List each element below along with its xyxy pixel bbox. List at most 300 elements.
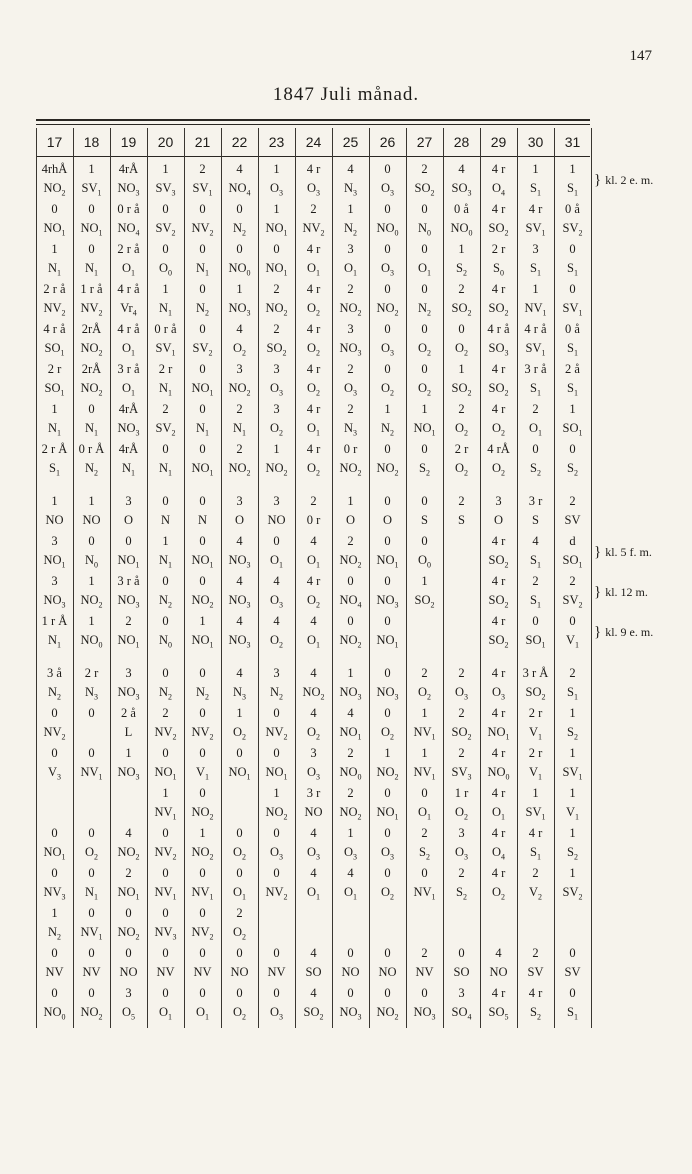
wind-direction: $O_3$ bbox=[491, 685, 506, 702]
table-cell bbox=[295, 864, 332, 904]
cloud-value: 1 bbox=[569, 786, 576, 800]
wind-direction: $V_1$ bbox=[195, 765, 210, 782]
cloud-value: 4 r bbox=[491, 786, 506, 800]
cloud-value: 3 bbox=[236, 362, 243, 376]
wind-direction: $N_1$ bbox=[195, 261, 210, 278]
table-cell bbox=[258, 400, 295, 440]
cloud-value: 0 bbox=[384, 442, 391, 456]
table-cell bbox=[480, 744, 517, 784]
wind-direction: $NO_0$ bbox=[450, 221, 473, 238]
cloud-value: 0 bbox=[569, 986, 576, 1000]
cloud-value: 4 r bbox=[491, 666, 506, 680]
table-cell bbox=[184, 492, 221, 532]
cloud-value: 0 bbox=[347, 986, 354, 1000]
cloud-value: 0 bbox=[51, 866, 58, 880]
wind-direction: $O_2$ bbox=[269, 633, 284, 650]
wind-direction: $NO_1$ bbox=[376, 633, 399, 650]
table-cell bbox=[443, 864, 480, 904]
wind-direction: $S_1$ bbox=[530, 593, 541, 610]
table-cell bbox=[517, 984, 554, 1024]
cloud-value: 2 bbox=[347, 786, 354, 800]
wind-direction: $NO_1$ bbox=[265, 765, 288, 782]
cloud-value: 0 bbox=[569, 242, 576, 256]
wind-direction: $SV_2$ bbox=[155, 421, 176, 438]
cloud-value: 3 bbox=[125, 986, 132, 1000]
table-cell bbox=[332, 320, 369, 360]
cloud-value: 4 r bbox=[528, 202, 543, 216]
wind-direction: $SO_4$ bbox=[451, 1005, 472, 1022]
wind-direction: $O_2$ bbox=[232, 845, 247, 862]
cloud-value: 0 bbox=[162, 946, 169, 960]
cloud-value: 2 bbox=[532, 946, 539, 960]
cloud-value: 4 rÅ bbox=[487, 442, 510, 456]
wind-direction: $NO_3$ bbox=[339, 1005, 362, 1022]
wind-direction: $NV_1$ bbox=[80, 925, 103, 942]
table-cell bbox=[369, 984, 406, 1024]
table-cell bbox=[36, 320, 73, 360]
cloud-value: 4 r å bbox=[117, 322, 140, 336]
wind-direction: $O_2$ bbox=[84, 845, 99, 862]
table-cell bbox=[332, 612, 369, 652]
wind-direction: $S_2$ bbox=[530, 1005, 541, 1022]
cloud-value: 2 bbox=[421, 162, 428, 176]
cloud-value: 1 bbox=[569, 706, 576, 720]
table-cell bbox=[36, 612, 73, 652]
cloud-value: 0 r å bbox=[154, 322, 177, 336]
wind-direction: NO bbox=[230, 965, 249, 979]
table-cell bbox=[443, 944, 480, 984]
wind-direction: $O_2$ bbox=[454, 461, 469, 478]
table-cell bbox=[517, 944, 554, 984]
column-rule bbox=[480, 128, 481, 1028]
table-cell bbox=[221, 492, 258, 532]
table-cell bbox=[295, 612, 332, 652]
cloud-value: 0 bbox=[88, 826, 95, 840]
wind-direction: $NO_2$ bbox=[43, 181, 66, 198]
table-cell bbox=[369, 572, 406, 612]
wind-direction: $SO_1$ bbox=[44, 381, 65, 398]
wind-direction: $N_1$ bbox=[158, 301, 173, 318]
table-cell bbox=[73, 904, 110, 944]
wind-direction: $N_3$ bbox=[343, 181, 358, 198]
cloud-value: 0 bbox=[199, 574, 206, 588]
wind-direction: $N_1$ bbox=[84, 421, 99, 438]
wind-direction: $N_2$ bbox=[195, 685, 210, 702]
table-cell bbox=[406, 320, 443, 360]
cloud-value: 1 bbox=[421, 706, 428, 720]
wind-direction: $O_3$ bbox=[343, 381, 358, 398]
cloud-value: 0 bbox=[273, 746, 280, 760]
table-cell bbox=[517, 160, 554, 200]
cloud-value: 1 bbox=[569, 866, 576, 880]
table-cell bbox=[406, 864, 443, 904]
cloud-value: 4 bbox=[236, 322, 243, 336]
cloud-value: 0 bbox=[199, 202, 206, 216]
table-cell bbox=[406, 400, 443, 440]
time-note-label: kl. 2 e. m. bbox=[605, 173, 654, 187]
cloud-value: 0 bbox=[421, 986, 428, 1000]
cloud-value: 0 bbox=[421, 362, 428, 376]
table-cell bbox=[517, 864, 554, 904]
wind-direction: $NO_3$ bbox=[228, 301, 251, 318]
table-cell bbox=[332, 984, 369, 1024]
column-rule bbox=[73, 128, 74, 1028]
table-cell bbox=[295, 532, 332, 572]
wind-direction: $V_1$ bbox=[528, 725, 543, 742]
table-cell bbox=[147, 864, 184, 904]
table-cell bbox=[517, 360, 554, 400]
wind-direction: $NO_0$ bbox=[487, 765, 510, 782]
table-cell bbox=[110, 200, 147, 240]
table-cell bbox=[480, 280, 517, 320]
wind-direction: $N_2$ bbox=[343, 221, 358, 238]
table-cell bbox=[369, 784, 406, 824]
wind-direction: $N_3$ bbox=[232, 685, 247, 702]
wind-direction: $NV_2$ bbox=[191, 925, 214, 942]
cloud-value: 2 bbox=[458, 494, 465, 508]
table-cell bbox=[36, 864, 73, 904]
wind-direction: $NV_2$ bbox=[191, 221, 214, 238]
cloud-value: 0 bbox=[458, 322, 465, 336]
table-cell bbox=[258, 944, 295, 984]
table-cell bbox=[369, 664, 406, 704]
wind-direction: $NO_1$ bbox=[43, 845, 66, 862]
table-cell bbox=[332, 572, 369, 612]
wind-direction: N bbox=[160, 513, 171, 527]
cloud-value: 0 bbox=[347, 574, 354, 588]
table-cell bbox=[406, 200, 443, 240]
cloud-value: 1 bbox=[273, 202, 280, 216]
table-cell bbox=[110, 984, 147, 1024]
wind-direction: $O_2$ bbox=[232, 1005, 247, 1022]
wind-direction: $O_1$ bbox=[195, 1005, 210, 1022]
time-note bbox=[594, 172, 653, 189]
cloud-value: 3 bbox=[347, 322, 354, 336]
cloud-value: 4 bbox=[310, 986, 317, 1000]
cloud-value: 3 å bbox=[47, 666, 62, 680]
cloud-value: 2 bbox=[532, 866, 539, 880]
wind-direction: $NO_1$ bbox=[117, 553, 140, 570]
wind-direction: L bbox=[124, 725, 133, 739]
wind-direction: $S_2$ bbox=[530, 461, 541, 478]
table-cell bbox=[221, 704, 258, 744]
wind-direction: $SO_3$ bbox=[451, 181, 472, 198]
cloud-value: 0 bbox=[384, 986, 391, 1000]
wind-direction: $NO_0$ bbox=[339, 765, 362, 782]
table-cell bbox=[443, 904, 480, 944]
wind-direction: $NO_2$ bbox=[339, 301, 362, 318]
cloud-value: 0 bbox=[532, 442, 539, 456]
cloud-value: 0 bbox=[162, 574, 169, 588]
table-cell bbox=[258, 704, 295, 744]
wind-direction: O bbox=[345, 513, 356, 527]
wind-direction: $NO_2$ bbox=[339, 553, 362, 570]
wind-direction: $NO_2$ bbox=[339, 633, 362, 650]
cloud-value: 0 bbox=[384, 534, 391, 548]
table-cell bbox=[517, 572, 554, 612]
table-cell bbox=[369, 864, 406, 904]
column-header: 28 bbox=[453, 134, 470, 150]
wind-direction: $O_1$ bbox=[158, 1005, 173, 1022]
cloud-value: 0 bbox=[88, 202, 95, 216]
brace-icon: } bbox=[594, 172, 602, 188]
wind-direction: $N_1$ bbox=[232, 421, 247, 438]
wind-direction: $NO_3$ bbox=[376, 685, 399, 702]
cloud-value: 0 bbox=[162, 866, 169, 880]
cloud-value: 0 bbox=[569, 614, 576, 628]
wind-direction: $O_3$ bbox=[380, 845, 395, 862]
table-cell bbox=[184, 440, 221, 480]
table-cell bbox=[258, 572, 295, 612]
table-cell bbox=[480, 864, 517, 904]
wind-direction: SO bbox=[305, 965, 322, 979]
table-cell bbox=[73, 704, 110, 744]
wind-direction: $S_1$ bbox=[530, 845, 541, 862]
wind-direction: $SV_2$ bbox=[562, 885, 583, 902]
wind-direction: $V_2$ bbox=[528, 885, 543, 902]
table-cell bbox=[221, 864, 258, 904]
table-cell bbox=[406, 280, 443, 320]
page-title: 1847 Juli månad. bbox=[272, 84, 420, 105]
table-cell bbox=[258, 532, 295, 572]
table-cell bbox=[36, 532, 73, 572]
table-row bbox=[36, 784, 590, 824]
table-cell bbox=[517, 532, 554, 572]
cloud-value: 3 bbox=[458, 826, 465, 840]
cloud-value: 4 bbox=[310, 666, 317, 680]
cloud-value: 4 r bbox=[306, 574, 321, 588]
column-header: 22 bbox=[231, 134, 248, 150]
table-cell bbox=[147, 744, 184, 784]
cloud-value: 0 bbox=[199, 986, 206, 1000]
cloud-value: 4 r bbox=[306, 242, 321, 256]
table-cell bbox=[184, 200, 221, 240]
table-cell bbox=[184, 400, 221, 440]
table-cell bbox=[221, 904, 258, 944]
cloud-value: 4 r bbox=[491, 402, 506, 416]
table-cell bbox=[369, 744, 406, 784]
cloud-value: 4 r bbox=[306, 162, 321, 176]
cloud-value: 2 bbox=[273, 322, 280, 336]
cloud-value: 2 r bbox=[491, 242, 506, 256]
cloud-value: 0 bbox=[88, 242, 95, 256]
wind-direction: $SO_2$ bbox=[488, 553, 509, 570]
wind-direction: $NO_1$ bbox=[43, 553, 66, 570]
table-cell bbox=[258, 440, 295, 480]
column-header: 23 bbox=[268, 134, 285, 150]
cloud-value: 0 bbox=[162, 666, 169, 680]
table-cell bbox=[184, 320, 221, 360]
table-cell bbox=[73, 864, 110, 904]
wind-direction: N bbox=[197, 513, 208, 527]
wind-direction: $N_0$ bbox=[158, 633, 173, 650]
cloud-value: 0 bbox=[384, 494, 391, 508]
wind-direction: $O_3$ bbox=[269, 593, 284, 610]
wind-direction: $NO_2$ bbox=[376, 301, 399, 318]
table-cell bbox=[554, 280, 591, 320]
table-cell bbox=[406, 904, 443, 944]
cloud-value: 3 bbox=[51, 534, 58, 548]
cloud-value: 4 r bbox=[491, 162, 506, 176]
cloud-value: 0 bbox=[162, 746, 169, 760]
wind-direction: $N_1$ bbox=[47, 261, 62, 278]
cloud-value: 2 bbox=[458, 402, 465, 416]
cloud-value: 2 r bbox=[528, 706, 543, 720]
wind-direction: $N_2$ bbox=[232, 221, 247, 238]
wind-direction: $NO_2$ bbox=[302, 685, 325, 702]
table-cell bbox=[554, 784, 591, 824]
cloud-value: 4 bbox=[532, 534, 539, 548]
cloud-value: 0 bbox=[236, 202, 243, 216]
table-cell bbox=[369, 360, 406, 400]
cloud-value: 1 bbox=[569, 746, 576, 760]
table-cell bbox=[332, 864, 369, 904]
table-cell bbox=[184, 572, 221, 612]
wind-direction: $O_3$ bbox=[269, 845, 284, 862]
wind-direction: $S_1$ bbox=[530, 181, 541, 198]
wind-direction: $SV_3$ bbox=[451, 765, 472, 782]
wind-direction: $NO_3$ bbox=[117, 181, 140, 198]
table-cell bbox=[258, 744, 295, 784]
table-cell bbox=[443, 664, 480, 704]
table-cell bbox=[295, 160, 332, 200]
wind-direction: $N_1$ bbox=[158, 461, 173, 478]
wind-direction: $NO_2$ bbox=[265, 301, 288, 318]
cloud-value: 0 bbox=[273, 242, 280, 256]
cloud-value: 0 bbox=[421, 242, 428, 256]
cloud-value: 0 bbox=[384, 322, 391, 336]
table-cell bbox=[332, 664, 369, 704]
cloud-value: 0 bbox=[199, 946, 206, 960]
cloud-value: 1 r Å bbox=[41, 614, 68, 628]
wind-direction: O bbox=[234, 513, 245, 527]
cloud-value: 4 r bbox=[306, 362, 321, 376]
table-cell bbox=[73, 664, 110, 704]
table-cell bbox=[221, 664, 258, 704]
cloud-value: 3 bbox=[310, 746, 317, 760]
wind-direction: $O_3$ bbox=[269, 381, 284, 398]
table-row bbox=[36, 664, 590, 704]
wind-direction: $SO_2$ bbox=[451, 301, 472, 318]
wind-direction: $SO_2$ bbox=[303, 1005, 324, 1022]
cloud-value: 4 r bbox=[491, 986, 506, 1000]
cloud-value: 3 r å bbox=[117, 574, 140, 588]
table-cell bbox=[406, 704, 443, 744]
wind-direction: $O_2$ bbox=[417, 685, 432, 702]
wind-direction: $NV_2$ bbox=[265, 725, 288, 742]
wind-direction: $NO_2$ bbox=[117, 925, 140, 942]
table-cell bbox=[443, 532, 480, 572]
cloud-value: 1 bbox=[347, 494, 354, 508]
cloud-value: 4 bbox=[125, 826, 132, 840]
cloud-value: 1 bbox=[421, 746, 428, 760]
table-cell bbox=[406, 784, 443, 824]
cloud-value: 1 bbox=[273, 786, 280, 800]
cloud-value: 0 bbox=[273, 946, 280, 960]
wind-direction: $NO_2$ bbox=[80, 381, 103, 398]
cloud-value: 0 bbox=[199, 534, 206, 548]
wind-direction: $N_1$ bbox=[47, 633, 62, 650]
column-header: 20 bbox=[157, 134, 174, 150]
table-cell bbox=[369, 944, 406, 984]
cloud-value: 2 bbox=[458, 706, 465, 720]
cloud-value: 2 bbox=[347, 746, 354, 760]
wind-direction: NV bbox=[267, 965, 286, 979]
cloud-value: 0 bbox=[199, 494, 206, 508]
table-cell bbox=[480, 160, 517, 200]
wind-direction: $O_3$ bbox=[269, 181, 284, 198]
table-cell bbox=[443, 612, 480, 652]
table-cell bbox=[73, 532, 110, 572]
table-cell bbox=[73, 824, 110, 864]
cloud-value: 0 bbox=[421, 202, 428, 216]
wind-direction: $SO_2$ bbox=[414, 181, 435, 198]
cloud-value: 2 r å bbox=[43, 282, 66, 296]
table-cell bbox=[554, 824, 591, 864]
table-cell bbox=[258, 160, 295, 200]
table-cell bbox=[258, 984, 295, 1024]
table-cell bbox=[443, 360, 480, 400]
table-cell bbox=[332, 400, 369, 440]
wind-direction: $NO_2$ bbox=[339, 461, 362, 478]
table-cell bbox=[184, 160, 221, 200]
wind-direction: $NO_2$ bbox=[191, 593, 214, 610]
wind-direction: $NO_3$ bbox=[117, 685, 140, 702]
cloud-value: 0 bbox=[384, 706, 391, 720]
column-rule bbox=[369, 128, 370, 1028]
wind-direction: $NO_3$ bbox=[376, 593, 399, 610]
cloud-value: 3 r bbox=[528, 494, 543, 508]
time-note-label: kl. 12 m. bbox=[605, 585, 648, 599]
wind-direction: $NO_1$ bbox=[154, 765, 177, 782]
cloud-value: 1 bbox=[384, 402, 391, 416]
table-cell bbox=[517, 320, 554, 360]
table-cell bbox=[369, 704, 406, 744]
wind-direction: $SV_1$ bbox=[562, 301, 583, 318]
table-cell bbox=[73, 320, 110, 360]
table-cell bbox=[110, 440, 147, 480]
column-header: 29 bbox=[490, 134, 507, 150]
cloud-value: 0 bbox=[51, 202, 58, 216]
table-cell bbox=[295, 824, 332, 864]
table-cell bbox=[36, 944, 73, 984]
table-cell bbox=[332, 744, 369, 784]
cloud-value: 4rÅ bbox=[118, 402, 139, 416]
wind-direction: $N_2$ bbox=[380, 421, 395, 438]
wind-direction: NV bbox=[45, 965, 64, 979]
wind-direction: $O_1$ bbox=[306, 633, 321, 650]
wind-direction: $NO_1$ bbox=[80, 221, 103, 238]
wind-direction: $O_1$ bbox=[343, 885, 358, 902]
table-cell bbox=[554, 492, 591, 532]
table-cell bbox=[369, 200, 406, 240]
cloud-value: 4 bbox=[347, 866, 354, 880]
cloud-value: 2 r bbox=[528, 746, 543, 760]
table-cell bbox=[406, 572, 443, 612]
cloud-value: 0 bbox=[162, 614, 169, 628]
wind-direction: NV bbox=[415, 965, 434, 979]
wind-direction: $NV_2$ bbox=[154, 725, 177, 742]
cloud-value: 1 bbox=[569, 826, 576, 840]
table-cell bbox=[221, 280, 258, 320]
column-header: 27 bbox=[416, 134, 433, 150]
wind-direction: $N_2$ bbox=[195, 301, 210, 318]
wind-direction: $S_2$ bbox=[567, 845, 578, 862]
table-cell bbox=[406, 532, 443, 572]
wind-direction: $O_2$ bbox=[306, 461, 321, 478]
table-cell bbox=[406, 440, 443, 480]
wind-direction: $NO_2$ bbox=[80, 593, 103, 610]
